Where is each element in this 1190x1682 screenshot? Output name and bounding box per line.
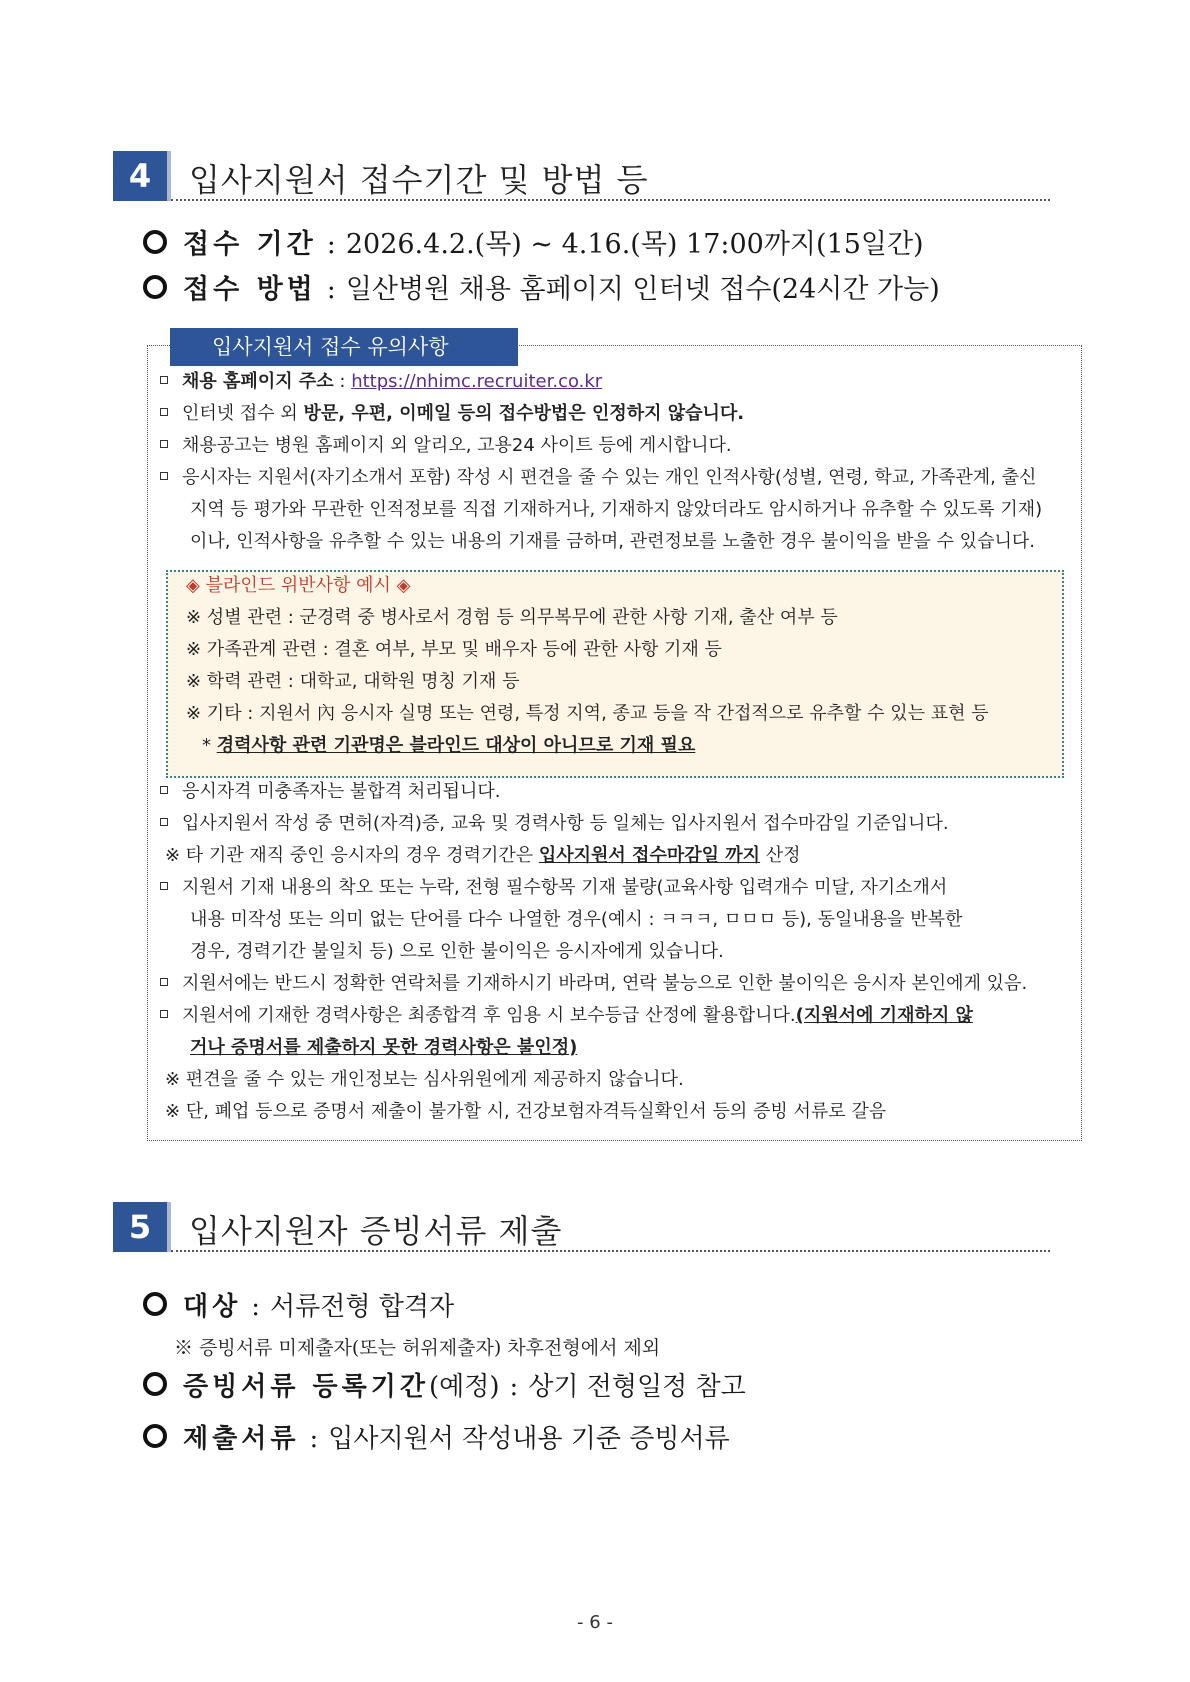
square-bullet-icon — [160, 978, 168, 986]
section-title: 입사지원자 증빙서류 제출 — [189, 1212, 563, 1250]
square-bullet-icon — [160, 472, 168, 480]
notice-line: ※ 편견을 줄 수 있는 개인정보는 심사위원에게 제공하지 않습니다. — [165, 1069, 684, 1090]
item-value: 2026.4.2.(목) ~ 4.16.(목) 17:00까지(15일간) — [345, 229, 924, 260]
section-title: 입사지원서 접수기간 및 방법 등 — [189, 161, 649, 199]
notice-line: ※ 단, 폐업 등으로 증명서 제출이 불가할 시, 건강보험자격득실확인서 등의 증빙 서류로 갈음 — [165, 1101, 887, 1122]
circle-bullet-icon — [143, 275, 167, 299]
square-bullet-icon — [160, 882, 168, 890]
circle-bullet-icon — [143, 230, 167, 254]
section-number: 4 — [113, 151, 171, 201]
blind-example-line: ※ 기타 : 지원서 內 응시자 실명 또는 연령, 특정 지역, 종교 등을 작 간접적으로 유추할 수 있는 표현 등 — [186, 703, 989, 724]
page-number: - 6 - — [577, 1612, 613, 1633]
notice-line-cont: 내용 미작성 또는 의미 없는 단어를 다수 나열한 경우(예시 : ㅋㅋㅋ, ㅁㅁㅁ 등), 동일내용을 반복한 — [190, 909, 963, 930]
submission-docs-item: 제출서류 : 입사지원서 작성내용 기준 증빙서류 — [143, 1418, 730, 1455]
reception-method-item: 접수 방법 : 일산병원 채용 홈페이지 인터넷 접수(24시간 가능) — [143, 267, 940, 306]
notice-line-cont: 이나, 인적사항을 유추할 수 있는 내용의 기재를 금하며, 관련정보를 노출한 경우 불이익을 받을 수 있습니다. — [190, 531, 1035, 552]
square-bullet-icon — [160, 1010, 168, 1018]
blind-example-line: ※ 가족관계 관련 : 결혼 여부, 부모 및 배우자 등에 관한 사항 기재 등 — [186, 639, 722, 660]
section-divider — [171, 199, 1050, 201]
notice-line: 응시자는 지원서(자기소개서 포함) 작성 시 편견을 줄 수 있는 개인 인적사항(성별, 연령, 학교, 가족관계, 출신 — [160, 462, 1065, 494]
section-number: 5 — [113, 1202, 171, 1252]
notice-line-cont: 지역 등 평가와 무관한 인적정보를 직접 기재하거나, 기재하지 않았더라도 암시하거나 유추할 수 있도록 기재) — [190, 499, 1043, 520]
notice-line: 지원서에 기재한 경력사항은 최종합격 후 임용 시 보수등급 산정에 활용합니다.(지원서에 기재하지 않 — [160, 1000, 1065, 1032]
square-bullet-icon — [160, 818, 168, 826]
notice-line-cont: 거나 증명서를 제출하지 못한 경력사항은 불인정) — [190, 1037, 578, 1058]
square-bullet-icon — [160, 440, 168, 448]
reception-period-item: 접수 기간 : 2026.4.2.(목) ~ 4.16.(목) 17:00까지(15일간) — [143, 222, 924, 261]
section-divider — [171, 1250, 1050, 1252]
notice-line: ※ 타 기관 재직 중인 응시자의 경우 경력기간은 입사지원서 접수마감일 까지 산정 — [165, 845, 801, 866]
notice-line: 응시자격 미충족자는 불합격 처리됩니다. — [160, 776, 1065, 808]
notice-line: 지원서에는 반드시 정확한 연락처를 기재하시기 바라며, 연락 불능으로 인한 불이익은 응시자 본인에게 있음. — [160, 968, 1065, 1000]
homepage-link[interactable]: https://nhimc.recruiter.co.kr — [351, 371, 603, 392]
blind-example-note: * 경력사항 관련 기관명은 블라인드 대상이 아니므로 기재 필요 — [202, 735, 696, 756]
notice-homepage-line: 채용 홈페이지 주소 : https://nhimc.recruiter.co.kr — [160, 366, 1065, 398]
target-item: 대상 : 서류전형 합격자 — [143, 1286, 454, 1323]
blind-example-line: ※ 성별 관련 : 군경력 중 병사로서 경험 등 의무복무에 관한 사항 기재, 출산 여부 등 — [186, 607, 838, 628]
square-bullet-icon — [160, 376, 168, 384]
notice-line-cont: 경우, 경력기간 불일치 등) 으로 인한 불이익은 응시자에게 있습니다. — [190, 941, 724, 962]
item-key: 접수 기간 — [183, 229, 317, 260]
notice-line: 입사지원서 작성 중 면허(자격)증, 교육 및 경력사항 등 일체는 입사지원서 접수마감일 기준입니다. — [160, 808, 1065, 840]
item-key: 접수 방법 — [183, 274, 317, 305]
notice-box-title: 입사지원서 접수 유의사항 — [170, 328, 518, 366]
blind-example-line: ※ 학력 관련 : 대학교, 대학원 명칭 기재 등 — [186, 671, 520, 692]
notice-line: 채용공고는 병원 홈페이지 외 알리오, 고용24 사이트 등에 게시합니다. — [160, 430, 1065, 462]
square-bullet-icon — [160, 786, 168, 794]
notice-line: 인터넷 접수 외 방문, 우편, 이메일 등의 접수방법은 인정하지 않습니다. — [160, 398, 1065, 430]
notice-line: 지원서 기재 내용의 착오 또는 누락, 전형 필수항목 기재 불량(교육사항 입력개수 미달, 자기소개서 — [160, 872, 1065, 904]
circle-bullet-icon — [143, 1372, 167, 1396]
square-bullet-icon — [160, 408, 168, 416]
section-5-header — [113, 1202, 1050, 1252]
registration-period-item: 증빙서류 등록기간(예정) : 상기 전형일정 참고 — [143, 1366, 746, 1403]
blind-example-title: ◈ 블라인드 위반사항 예시 ◈ — [186, 575, 411, 596]
target-note: ※ 증빙서류 미제출자(또는 허위제출자) 차후전형에서 제외 — [174, 1337, 661, 1359]
circle-bullet-icon — [143, 1424, 167, 1448]
circle-bullet-icon — [143, 1292, 167, 1316]
item-value: 일산병원 채용 홈페이지 인터넷 접수(24시간 가능) — [345, 274, 940, 305]
section-4-header — [113, 151, 1050, 201]
